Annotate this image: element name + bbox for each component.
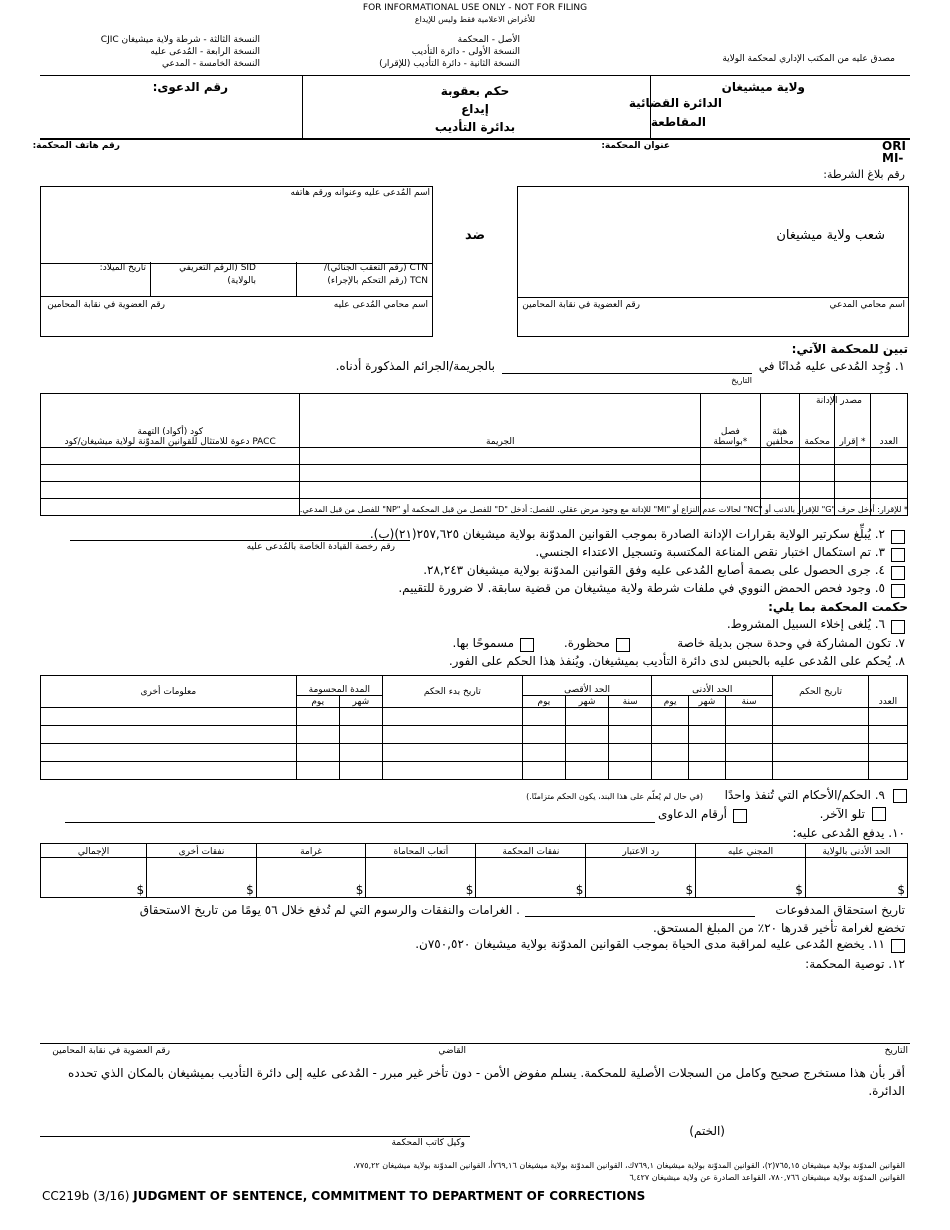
ordered-heading: حكمت المحكمة بما يلي: [768,600,908,614]
item3-text: ٣. تم استكمال اختبار نقص المناعة المكتسبة وتسجيل الاعتداء الجنسي. [535,545,885,559]
min-header: الحد الأدنى [652,676,773,696]
signature-line[interactable] [40,1043,910,1044]
table-row[interactable] [41,465,908,482]
seal-label: (الختم) [689,1124,725,1138]
amount-court[interactable]: $ [476,858,586,898]
judge-label: القاضي [438,1046,466,1056]
table-row[interactable] [41,448,908,465]
case-numbers-line[interactable] [65,822,655,823]
item4-checkbox[interactable] [891,566,905,580]
item6-text: ٦. يُلغى إخلاء السبيل المشروط. [726,617,885,631]
item7-text: ٧. تكون المشاركة في وحدة سجن بديلة خاصة [677,636,905,650]
code-header [41,394,300,448]
license-number-line[interactable] [70,540,410,541]
item7-permitted-label: مسموحًا بها. [452,636,514,650]
form-code: CC219b (3/16) [42,1189,130,1203]
late-fee-text: . الغرامات والنفقات والرسوم التي لم تُدفع خلال ٥٦ يومًا من تاريخ الاستحقاق [139,903,520,917]
conviction-date-line[interactable] [502,373,752,374]
start-date-header: تاريخ بدء الحكم [382,676,522,708]
col-victim: المجني عليه [696,844,806,858]
min-year: سنة [725,696,772,708]
clerk-label: وكيل كاتب المحكمة [391,1138,465,1148]
amount-fine[interactable]: $ [256,858,366,898]
state-name: ولاية ميشيغان [721,80,805,94]
copy-original: الأصل - المحكمة [457,35,520,45]
form-title-line1: حكم بعقوبة [440,84,510,98]
court-address-label: عنوان المحكمة: [601,141,670,151]
col-attorney-fees: أتعاب المحاماة [366,844,476,858]
form-title-line3: بدائرة التأديب [434,120,516,134]
conviction-table [40,393,908,516]
form-english-title: JUDGMENT OF SENTENCE, COMMITMENT TO DEPARTMENT OF CORRECTIONS [133,1189,646,1203]
count-header: العدد [870,394,907,448]
plaintiff-name: شعب ولاية ميشيغان [776,228,885,243]
approval-note: مصدق عليه من المكتب الإداري لمحكمة الولاية [722,54,895,64]
case-number-label: رقم الدعوى: [152,80,228,94]
code-header-b: دعوة للامتثال للقوانين المدوّنة لولاية ميشيغان/كود PACC [64,437,276,447]
source-header: مصدر الإدانة [815,396,862,406]
item4-text: ٤. جرى الحصول على بصمة أصابع المُدعى عليه وفق القوانين المدوّنة بولاية ميشيغان ٢٨,٢٤٣. [423,563,885,577]
item5-checkbox[interactable] [891,584,905,598]
jury-header: هيئة محلفين [760,394,799,448]
versus-label: ضد [464,228,486,243]
sentence-date-header: تاريخ الحكم [773,676,869,708]
sid-label-2: بالولاية) [227,276,256,286]
col-restitution: رد الاعتبار [586,844,696,858]
copy-4th: النسخة الرابعة - المُدعى عليه [150,47,260,57]
distribution-left [60,34,260,70]
payment-table [40,843,908,898]
item11-checkbox[interactable] [891,939,905,953]
conviction-date-label: التاريخ [731,376,752,385]
form-title-line2: إيداع [461,102,489,116]
copy-3rd: النسخة الثالثة - شرطة ولاية ميشيغان CJIC [100,35,260,45]
form-title [395,82,555,136]
ori-label: ORI [882,139,906,153]
item1-text-b: بالجريمة/الجرائم المذكورة أدناه. [335,359,495,373]
license-number-label: رقم رخصة القيادة الخاصة بالمُدعى عليه [246,542,395,552]
payment-due-label: تاريخ استحقاق المدفوعات [775,903,905,917]
item12-text: ١٢. توصية المحكمة: [805,957,905,971]
county: المقاطعة [650,115,706,129]
crime-header: الجريمة [300,394,701,448]
statutes-footer [40,1160,905,1184]
col-state-minimum: الحد الأدنى بالولاية [805,844,907,858]
amount-total[interactable]: $ [41,858,147,898]
amount-restitution[interactable]: $ [586,858,696,898]
ctn-label: CTN (رقم التعقب الجنائي)/ [324,263,428,273]
col-other-costs: نفقات أخرى [147,844,257,858]
judicial-district: الدائرة القضائية [628,96,722,110]
item2-checkbox[interactable] [891,530,905,544]
defense-label: اسم محامي المُدعى عليه [333,300,428,310]
distribution-center [360,34,520,70]
sid-label: SID (الرقم التعريفي [179,263,256,273]
signature-date-label: التاريخ [884,1046,908,1056]
col-fine: غرامة [256,844,366,858]
amount-other[interactable]: $ [147,858,257,898]
item9-note: (في حال لم يُعلّم على هذا البند، يكون الحكم متزامنًا.) [526,792,703,801]
amount-attorney[interactable]: $ [366,858,476,898]
item1-text-a: ١. وُجِد المُدعى عليه مُدانًا في [758,359,905,373]
disposed-header: فصل بواسطة* [701,394,761,448]
consecutive-checkbox[interactable] [872,807,886,821]
credit-header: المدة المحسومة [296,676,382,696]
table-row[interactable] [41,762,908,780]
table-row[interactable] [41,726,908,744]
police-report-label: رقم بلاغ الشرطة: [823,168,905,181]
case-numbers-label: أرقام الدعاوى [657,807,727,821]
plea-footnote: * للإقرار: أدخل حرف "G" للإقرار بالذنب أو "NC" لحالات عدم النزاع أو "MI" للإدانة مع وجود مرض عقلي. للفصل: أدخل "D" للفصل من قبل المحكمة أو "NP" للفصل من قبل المدعي. [299,505,908,514]
col-total: الإجمالي [41,844,147,858]
clerk-signature-line[interactable] [40,1136,470,1137]
item11-text: ١١. يخضع المُدعى عليه لمراقبة مدى الحياة بموجب القوانين المدوّنة بولاية ميشيغان ٧٥٠,٥٢٠ن. [415,937,885,951]
item5-text: ٥. وجود فحص الحمض النووي في ملفات شرطة ولاية ميشيغان من قضية سابقة. لا ضرورة للتقييم. [398,581,885,595]
late-fee-text-2: تخضع لغرامة تأخير قدرها ٢٠٪ من المبلغ المستحق. [653,921,905,935]
item2-text: ٢. يُبلِّغ سكرتير الولاية بقرارات الإدانة الصادرة بموجب القوانين المدوّنة بولاية ميشيغان ٢٥٧,٦٢٥(٢١)(ب). [369,527,885,541]
certification-text: أقر بأن هذا مستخرج صحيح وكامل من السجلات الأصلية للمحكمة. يسلم مفوض الأمن - دون تأخر غير مبرر - المُدعى عليه إلى دائرة التأديب بميشيغان بالمكان الذي تحدده الدائرة. [68,1066,905,1098]
max-year: سنة [609,696,652,708]
prosecutor-bar-label: رقم العضوية في نقابة المحامين [522,300,640,310]
item6-checkbox[interactable] [891,620,905,634]
table-row[interactable] [41,858,908,898]
other-info-header: معلومات أخرى [41,676,297,708]
code-header-a: كود (أكواد) التهمة [137,427,204,437]
max-header: الحد الأقصى [522,676,651,696]
dob-label: تاريخ الميلاد: [99,263,146,273]
defendant-label: اسم المُدعى عليه وعنوانه ورقم هاتفه [290,188,430,198]
court-header: محكمة [799,394,834,448]
payment-due-line[interactable] [525,916,755,917]
form-id [42,1189,645,1203]
findings-heading: تبين للمحكمة الآتي: [791,342,908,356]
item3-checkbox[interactable] [891,548,905,562]
mi-label: MI- [882,151,904,165]
copy-5th: النسخة الخامسة - المدعي [162,59,260,69]
table-row[interactable] [41,744,908,762]
max-month: شهر [565,696,608,708]
item7-prohibited-checkbox[interactable] [616,638,630,652]
min-month: شهر [689,696,726,708]
informational-notice-ar: للأغراض الاعلامية فقط وليس للإيداع [414,15,536,24]
copy-2nd: النسخة الثانية - دائرة التأديب (للإقرار) [379,59,520,69]
statutes-line2: القوانين المدوّنة بولاية ميشيغان ٧٨٠,٧٦٦، القواعد الصادرة عن ولاية ميشيغان ٦,٤٢٧ [629,1173,905,1182]
col-court-costs: نفقات المحكمة [476,844,586,858]
sentence-count-header: العدد [868,676,907,708]
item7-permitted-checkbox[interactable] [520,638,534,652]
item8-text: ٨. يُحكم على المُدعى عليه بالحبس لدى دائرة التأديب بميشيغان. ويُنفذ هذا الحكم على الفور. [448,654,905,668]
table-row[interactable] [41,482,908,499]
tcn-label: TCN (رقم التحكم بالإجراء) [327,276,428,286]
judge-bar-label: رقم العضوية في نقابة المحامين [52,1046,170,1056]
amount-state-min[interactable]: $ [805,858,907,898]
prosecutor-label: اسم محامي المدعي [829,300,905,310]
amount-victim[interactable]: $ [696,858,806,898]
max-day: يوم [522,696,565,708]
consecutive-label: تلو الآخر. [819,807,865,821]
plea-header: إقرار * [835,394,870,448]
item10-text: ١٠. يدفع المُدعى عليه: [792,826,905,840]
item7-prohibited-label: محظورة. [563,636,610,650]
table-row[interactable] [41,708,908,726]
credit-month: شهر [339,696,382,708]
court-phone-label: رقم هاتف المحكمة: [32,141,120,151]
defense-bar-label: رقم العضوية في نقابة المحامين [47,300,165,310]
copy-1st: النسخة الأولى - دائرة التأديب [411,47,520,57]
sentence-table [40,675,908,780]
case-numbers-checkbox[interactable] [733,809,747,823]
statutes-line1: القوانين المدوّنة بولاية ميشيغان ٧٦٥,١٥(٢)، القوانين المدوّنة بولاية ميشيغان ٧٦٩,١ك، القوانين المدوّنة بولاية ميشيغان ٧٦٩,١٦أ، القوانين المدوّنة بولاية ميشيغان ٧٧٥,٢٢، [353,1161,905,1170]
min-day: يوم [652,696,689,708]
item9-checkbox[interactable] [893,789,907,803]
credit-day: يوم [296,696,339,708]
item9-text: ٩. الحكم/الأحكام التي تُنفذ واحدًا [724,788,885,802]
informational-notice: FOR INFORMATIONAL USE ONLY - NOT FOR FILING [362,3,588,13]
